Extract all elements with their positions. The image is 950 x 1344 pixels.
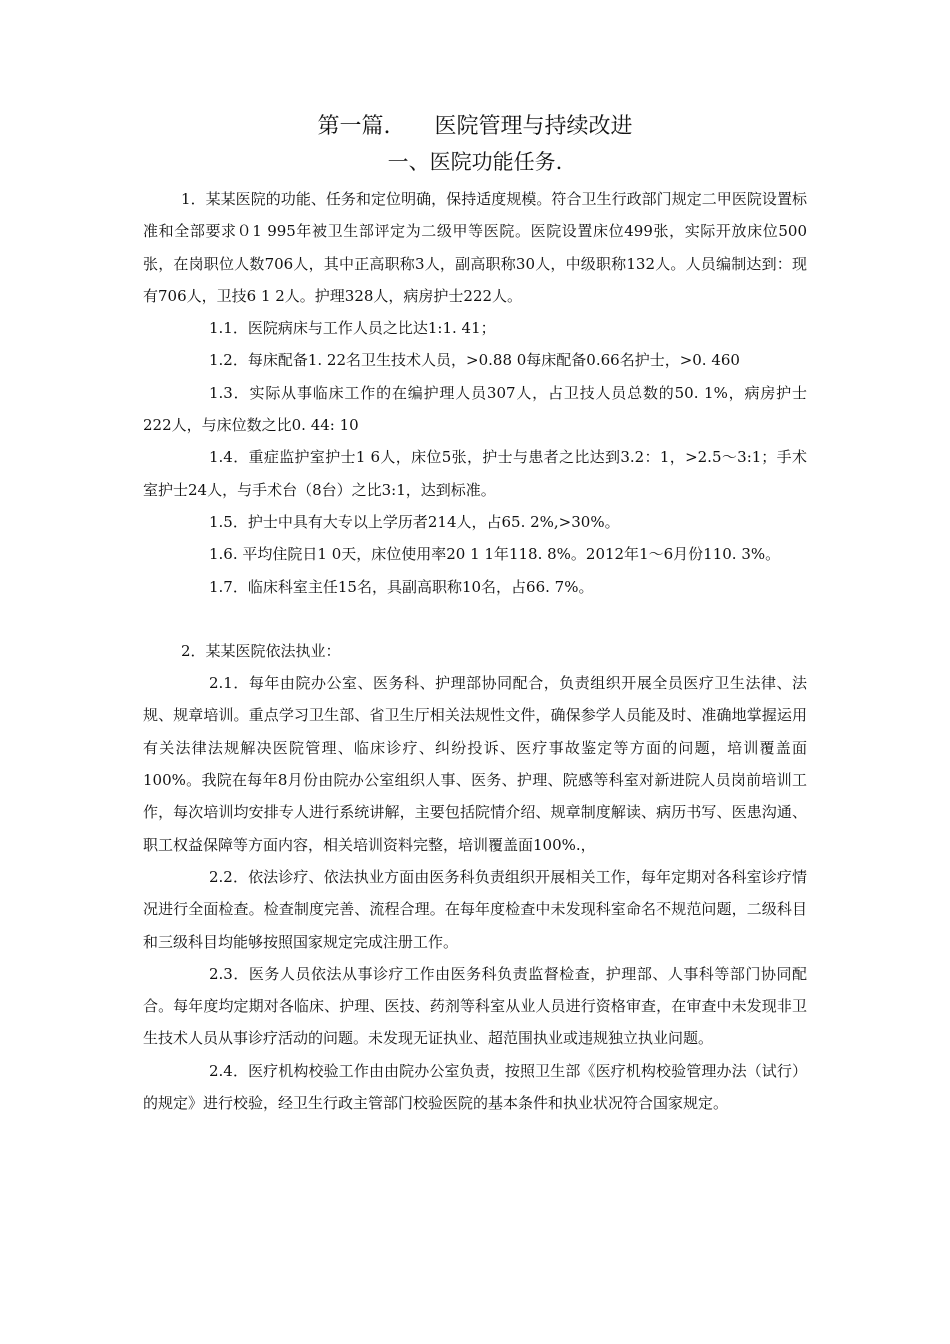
paragraph-2-3: 2.3．医务人员依法从事诊疗工作由医务科负责监督检查，护理部、人事科等部门协同配合。每年度均定期对各临床、护理、医技、药剂等科室从业人员进行资格审查，在审查中未发现非卫生技术人员从事诊疗活动的问题。未发现无证执业、超范围执业或违规独立执业问题。	[143, 964, 807, 1048]
paragraph-1-5: 1.5．护士中具有大专以上学历者214人，占65. 2%,>30%。	[209, 512, 620, 531]
paragraph-2-1: 2.1．每年由院办公室、医务科、护理部协同配合，负责组织开展全员医疗卫生法律、法规、规章培训。重点学习卫生部、省卫生厅相关法规性文件，确保参学人员能及时、准确地掌握运用有关法律法规解决医院管理、临床诊疗、纠纷投诉、医疗事故鉴定等方面的问题，培训覆盖面100%。我院在每年8月份由院办公室组织人事、医务、护理、院感等科室对新进院人员岗前培训工作，每次培训均安排专人进行系统讲解，主要包括院情介绍、规章制度解读、病历书写、医患沟通、职工权益保障等方面内容，相关培训资料完整，培训覆盖面100%.，	[143, 674, 807, 854]
paragraph-1-6: 1.6. 平均住院日1 0天，床位使用率20 1 1年118. 8%。2012年1～6月份110. 3%。	[209, 545, 781, 564]
paragraph-1: 1．某某医院的功能、任务和定位明确，保持适度规模。符合卫生行政部门规定二甲医院设置标准和全部要求０1 995年被卫生部评定为二级甲等医院。医院设置床位499张，实际开放床位500张，在岗职位人数706人，其中正高职称3人，副高职称30人，中级职称132人。人员编制达到：现有706人，卫技6 1 2人。护理328人，病房护士222人。	[143, 190, 807, 305]
paragraph-1-3: 1.3．实际从事临床工作的在编护理人员307人，占卫技人员总数的50. 1%，病房护士222人，与床位数之比0. 44: 10	[143, 383, 807, 435]
paragraph-1-7: 1.7．临床科室主任15名，具副高职称10名，占66. 7%。	[209, 577, 594, 596]
section-title: 一、医院功能任务.	[387, 150, 563, 174]
chapter-title: 第一篇. 医院管理与持续改进	[317, 114, 633, 139]
document-body	[143, 183, 807, 1119]
paragraph-2-2: 2.2．依法诊疗、依法执业方面由医务科负责组织开展相关工作，每年定期对各科室诊疗情况进行全面检查。检查制度完善、流程合理。在每年度检查中未发现科室命名不规范问题，二级科目和三级科目均能够按照国家规定完成注册工作。	[143, 867, 807, 951]
paragraph-1-1: 1.1．医院病床与工作人员之比达1:1. 41；	[209, 319, 496, 338]
paragraph-1-4: 1.4．重症监护室护士1 6人，床位5张，护士与患者之比达到3.2：1，>2.5～3:1；手术室护士24人，与手术台（8台）之比3:1，达到标准。	[143, 448, 807, 499]
paragraph-2-4: 2.4．医疗机构校验工作由由院办公室负责，按照卫生部《医疗机构校验管理办法（试行）的规定》进行校验，经卫生行政主管部门校验医院的基本条件和执业状况符合国家规定。	[143, 1061, 807, 1113]
section-spacer	[143, 603, 807, 635]
paragraph-1-2: 1.2．每床配备1. 22名卫生技术人员，>0.88 0每床配备0.66名护士，>0. 460	[209, 351, 740, 370]
paragraph-2: 2．某某医院依法执业：	[181, 641, 341, 660]
